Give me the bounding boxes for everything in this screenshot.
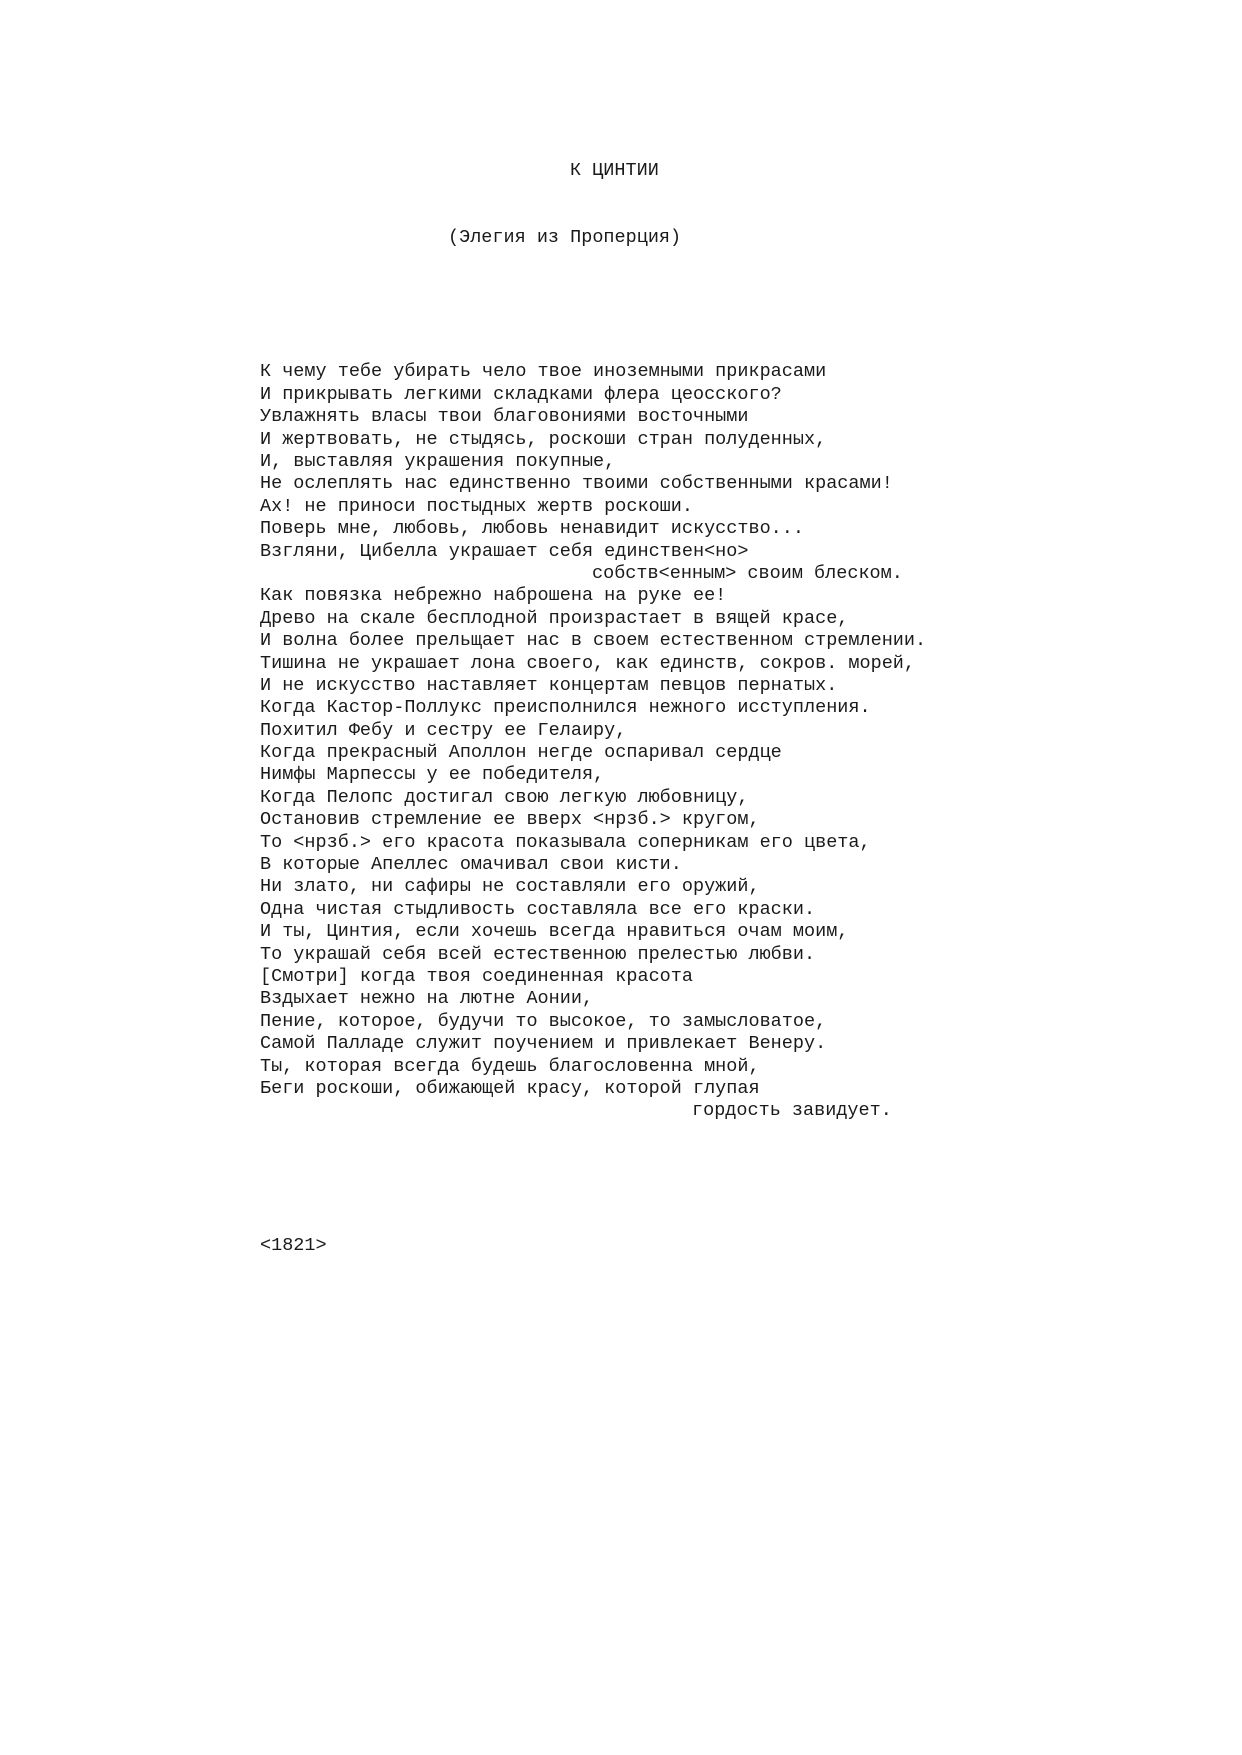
poem-line: И, выставляя украшения покупные, [260,450,616,472]
poem-line: И прикрывать легкими складками флера цеосского? [260,383,782,405]
poem-line: Поверь мне, любовь, любовь ненавидит искусство... [260,518,804,540]
poem-subtitle: (Элегия из Проперция) [448,227,682,249]
poem-line: [Смотри] когда твоя соединенная красота [260,965,693,987]
poem-line: В которые Апеллес омачивал свои кисти. [260,854,682,876]
poem-line: Когда Пелопс достигал свою легкую любовницу, [260,786,749,808]
poem-line: Взгляни, Цибелла украшает себя единствен<но> [260,540,749,562]
poem-line: Ах! не приноси постыдных жертв роскоши. [260,495,693,517]
poem-line: То украшай себя всей естественною прелестью любви. [260,943,816,965]
poem-line: Самой Палладе служит поучением и привлекает Венеру. [260,1033,827,1055]
poem-line: Беги роскоши, обижающей красу, которой глупая [260,1077,760,1099]
poem-line: И не искусство наставляет концертам певцов пернатых. [260,674,838,696]
poem-line: Древо на скале бесплодной произрастает в вящей красе, [260,607,849,629]
poem-line: Одна чистая стыдливость составляла все его краски. [260,898,816,920]
poem-line: Пение, которое, будучи то высокое, то замысловатое, [260,1010,827,1032]
poem-line: К чему тебе убирать чело твое иноземными прикрасами [260,361,827,383]
poem-line: Ты, которая всегда будешь благословенна мной, [260,1055,760,1077]
poem-text [260,115,1220,1302]
poem-line: И волна более прельщает нас в своем естественном стремлении. [260,630,927,652]
poem-title: К ЦИНТИИ [570,159,659,181]
poem-line: Не ослеплять нас единственно твоими собственными красами! [260,473,893,495]
poem-line: Когда Кастор-Поллукс преисполнился нежного исступления. [260,697,871,719]
poem-line: Тишина не украшает лона своего, как единств, сокров. морей, [260,652,916,674]
poem-line: Вздыхает нежно на лютне Аонии, [260,988,594,1010]
poem-line: И ты, Цинтия, если хочешь всегда нравиться очам моим, [260,921,849,943]
poem-line: Ни злато, ни сафиры не составляли его оружий, [260,876,760,898]
poem-line: Когда прекрасный Аполлон негде оспаривал сердце [260,742,782,764]
poem-line: И жертвовать, не стыдясь, роскоши стран полуденных, [260,428,827,450]
poem-line: гордость завидует. [692,1100,892,1122]
poem-line: Похитил Фебу и сестру ее Гелаиру, [260,719,627,741]
poem-body [260,361,1220,1122]
poem-line: собств<енным> своим блеском. [592,562,903,584]
poem-line: Остановив стремление ее вверх <нрзб.> кругом, [260,809,760,831]
blank-line [260,294,1220,316]
poem-line: Как повязка небрежно наброшена на руке ее! [260,585,727,607]
blank-line [260,1168,1220,1190]
poem-line: Увлажнять власы твои благовониями восточными [260,406,749,428]
poem-line: То <нрзб.> его красота показывала соперникам его цвета, [260,831,871,853]
poem-date: <1821> [260,1234,327,1256]
poem-line: Нимфы Марпессы у ее победителя, [260,764,605,786]
